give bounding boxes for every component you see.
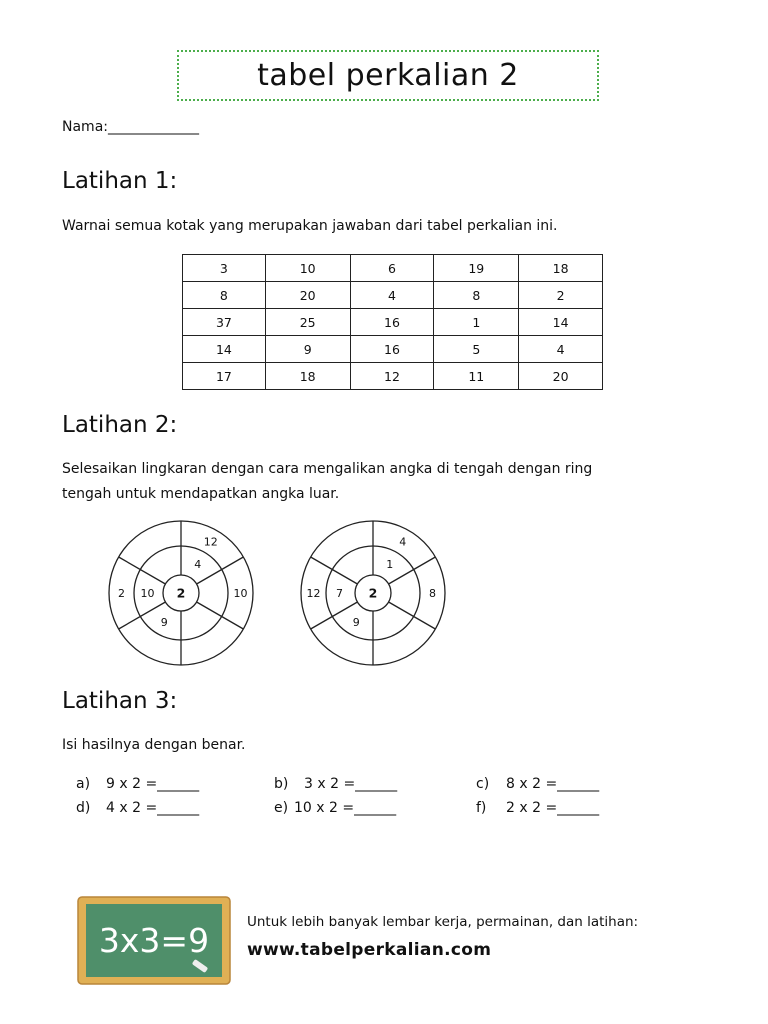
grid-cell[interactable]: 3: [183, 255, 266, 282]
exercise1-heading: Latihan 1:: [62, 168, 178, 194]
exercise1-instruction: Warnai semua kotak yang merupakan jawaban dari tabel perkalian ini.: [62, 218, 558, 234]
grid-cell[interactable]: 18: [265, 363, 350, 390]
title-box: [177, 50, 599, 101]
problem-expression: 9 x 2 =______: [106, 776, 200, 792]
problem-expression: 2 x 2 =______: [506, 800, 600, 816]
grid-cell[interactable]: 6: [350, 255, 434, 282]
exercise3-heading: Latihan 3:: [62, 688, 178, 714]
grid-row: [183, 336, 603, 363]
wheel-spoke: [197, 602, 244, 629]
wheel-inner-number: 1: [386, 557, 394, 571]
grid-cell[interactable]: 25: [265, 309, 350, 336]
problem-item[interactable]: [76, 776, 199, 792]
wheel-outer-number: 4: [399, 535, 407, 549]
exercise2-instruction: [62, 457, 722, 507]
wheel-center-number: 2: [176, 585, 186, 601]
grid-cell[interactable]: 14: [519, 309, 603, 336]
grid-cell[interactable]: 4: [350, 282, 434, 309]
wheel-inner-number: 4: [194, 557, 202, 571]
grid-cell[interactable]: 1: [434, 309, 519, 336]
wheel-center-number: 2: [368, 585, 378, 601]
problem-item[interactable]: [76, 800, 199, 816]
wheel-inner-number: 10: [140, 587, 155, 600]
exercise2-instruction-line2: tengah untuk mendapatkan angka luar.: [62, 486, 340, 502]
grid-cell[interactable]: 8: [183, 282, 266, 309]
problem-item[interactable]: [476, 776, 599, 792]
wheel-spoke: [197, 557, 244, 584]
footer-text: Untuk lebih banyak lembar kerja, permainan, dan latihan:: [247, 914, 639, 930]
grid-cell[interactable]: 16: [350, 336, 434, 363]
grid-cell[interactable]: 4: [519, 336, 603, 363]
wheel-outer-number: 10: [233, 587, 248, 600]
wheel-outer-number: 12: [306, 587, 321, 600]
grid-cell[interactable]: 16: [350, 309, 434, 336]
problem-label: e): [274, 800, 289, 816]
grid-row: [183, 282, 603, 309]
problem-label: d): [76, 800, 91, 816]
grid-cell[interactable]: 37: [183, 309, 266, 336]
wheel-spoke: [311, 557, 358, 584]
exercise2-heading: Latihan 2:: [62, 412, 178, 438]
grid-cell[interactable]: 19: [434, 255, 519, 282]
name-field-label: Nama:_____________: [62, 119, 199, 135]
multiplication-wheel: [298, 518, 448, 668]
grid-cell[interactable]: 9: [265, 336, 350, 363]
grid-cell[interactable]: 14: [183, 336, 266, 363]
problem-item[interactable]: [476, 800, 599, 816]
grid-cell[interactable]: 17: [183, 363, 266, 390]
grid-cell[interactable]: 8: [434, 282, 519, 309]
problem-expression: 4 x 2 =______: [106, 800, 200, 816]
problem-list: [76, 776, 676, 824]
wheel-inner-number: 9: [352, 616, 360, 630]
wheel-spoke: [389, 602, 436, 629]
chalkboard-text: 3x3=9: [98, 921, 210, 960]
problem-expression: 3 x 2 =______: [304, 776, 398, 792]
problem-expression: 10 x 2 =______: [294, 800, 397, 816]
grid-cell[interactable]: 12: [350, 363, 434, 390]
wheel-inner-number: 7: [336, 587, 343, 600]
grid-cell[interactable]: 11: [434, 363, 519, 390]
grid-cell[interactable]: 2: [519, 282, 603, 309]
grid-row: [183, 363, 603, 390]
grid-row: [183, 309, 603, 336]
wheel-inner-number: 9: [160, 616, 168, 630]
grid-cell[interactable]: 20: [519, 363, 603, 390]
wheel-outer-number: 12: [203, 535, 218, 549]
problem-item[interactable]: [274, 800, 396, 816]
exercise2-instruction-line1: Selesaikan lingkaran dengan cara mengalikan angka di tengah dengan ring: [62, 461, 593, 477]
answer-grid: [182, 254, 603, 390]
exercise3-instruction: Isi hasilnya dengan benar.: [62, 737, 246, 753]
grid-row: [183, 255, 603, 282]
grid-cell[interactable]: 18: [519, 255, 603, 282]
wheel-spoke: [311, 602, 358, 629]
grid-cell[interactable]: 5: [434, 336, 519, 363]
wheel-outer-number: 8: [429, 587, 436, 600]
grid-cell[interactable]: 10: [265, 255, 350, 282]
problem-label: a): [76, 776, 91, 792]
problem-row: [76, 776, 676, 800]
problem-row: [76, 800, 676, 824]
problem-expression: 8 x 2 =______: [506, 776, 600, 792]
grid-cell[interactable]: 20: [265, 282, 350, 309]
page-title: tabel perkalian 2: [257, 58, 519, 93]
wheel-spoke: [119, 602, 166, 629]
wheel-outer-number: 2: [118, 587, 125, 600]
multiplication-wheel: [106, 518, 256, 668]
wheel-spoke: [389, 557, 436, 584]
problem-label: c): [476, 776, 490, 792]
website-link[interactable]: www.tabelperkalian.com: [247, 940, 492, 960]
wheel-spoke: [119, 557, 166, 584]
problem-label: b): [274, 776, 289, 792]
chalkboard-logo: [74, 893, 234, 988]
problem-label: f): [476, 800, 487, 816]
problem-item[interactable]: [274, 776, 397, 792]
